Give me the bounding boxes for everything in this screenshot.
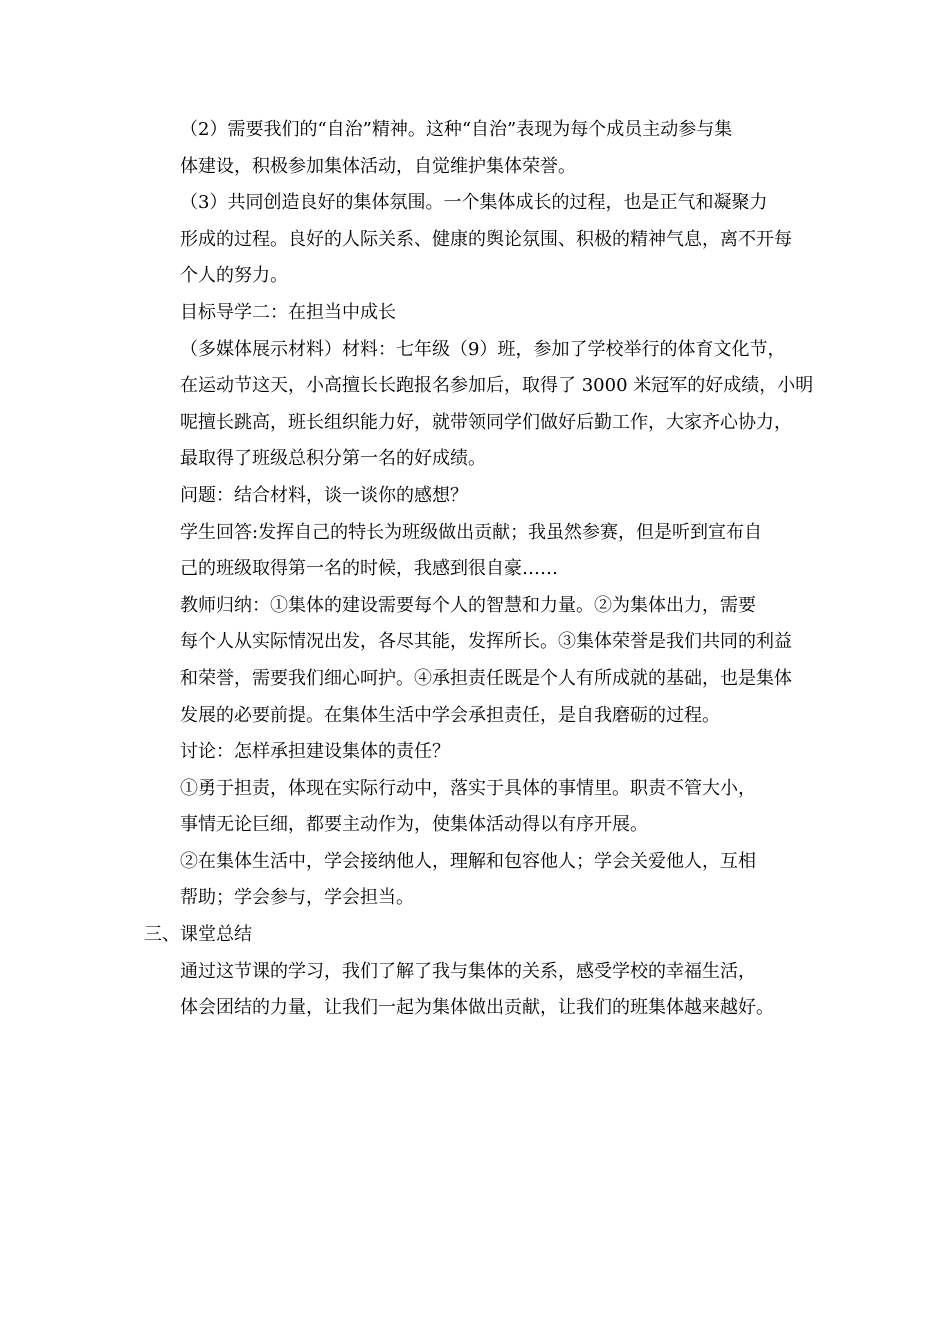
paragraph-question: [144, 478, 812, 515]
text-line: 教师归纳：①集体的建设需要每个人的智慧和力量。②为集体出力，需要: [180, 594, 756, 616]
text-line: 目标导学二：在担当中成长: [180, 301, 396, 323]
text-line: 己的班级取得第一名的时候，我感到很自豪……: [180, 558, 558, 580]
text-line: 发展的必要前提。在集体生活中学会承担责任，是自我磨砺的过程。: [180, 704, 720, 726]
text-line: ①勇于担责，体现在实际行动中，落实于具体的事情里。职责不管大小，: [180, 777, 756, 799]
paragraph-self-governance: [144, 112, 812, 185]
text-line: 个人的努力。: [180, 265, 288, 287]
paragraph-student-answer: [144, 515, 812, 588]
text-line: 形成的过程。良好的人际关系、健康的舆论氛围、积极的精神气息，离不开每: [180, 228, 792, 250]
text-line: 学生回答:发挥自己的特长为班级做出贡献；我虽然参赛，但是听到宣布自: [180, 521, 763, 543]
text-line: （3）共同创造良好的集体氛围。一个集体成长的过程，也是正气和凝聚力: [180, 192, 768, 214]
paragraph-collective-atmosphere: [144, 185, 812, 295]
paragraph-discussion: [144, 734, 812, 771]
text-line: 体会团结的力量，让我们一起为集体做出贡献，让我们的班集体越来越好。: [180, 997, 774, 1019]
text-line: 事情无论巨细，都要主动作为，使集体活动得以有序开展。: [180, 814, 648, 836]
paragraph-material: [144, 332, 812, 478]
text-line: 每个人从实际情况出发，各尽其能，发挥所长。③集体荣誉是我们共同的利益: [180, 631, 792, 653]
paragraph-point-two: [144, 844, 812, 917]
paragraph-conclusion: [144, 954, 812, 1027]
paragraph-point-one: [144, 771, 812, 844]
section-heading-class-summary: [144, 917, 812, 954]
text-line: 最取得了班级总积分第一名的好成绩。: [180, 448, 486, 470]
text-line: 问题：结合材料，谈一谈你的感想？: [180, 484, 468, 506]
text-line: （多媒体展示材料）材料：七年级（9）班，参加了学校举行的体育文化节，: [180, 338, 786, 360]
text-line: 通过这节课的学习，我们了解了我与集体的关系，感受学校的幸福生活，: [180, 960, 756, 982]
text-line: 讨论：怎样承担建设集体的责任？: [180, 741, 450, 763]
text-line: 帮助；学会参与，学会担当。: [180, 887, 414, 909]
text-line: 呢擅长跳高，班长组织能力好，就带领同学们做好后勤工作，大家齐心协力，: [180, 411, 792, 433]
text-line: ②在集体生活中，学会接纳他人，理解和包容他人；学会关爱他人，互相: [180, 850, 756, 872]
paragraph-teacher-summary: [144, 588, 812, 734]
text-line: 在运动节这天，小高擅长长跑报名参加后，取得了 3000 米冠军的好成绩，小明: [180, 375, 814, 397]
text-line: 三、课堂总结: [144, 924, 252, 946]
section-heading-goal-two: [144, 295, 812, 332]
text-line: 体建设，积极参加集体活动，自觉维护集体荣誉。: [180, 155, 576, 177]
text-line: （2）需要我们的“自治”精神。这种“自治”表现为每个成员主动参与集: [180, 119, 733, 140]
text-line: 和荣誉，需要我们细心呵护。④承担责任既是个人有所成就的基础，也是集体: [180, 667, 792, 689]
document-body: [144, 112, 812, 1027]
